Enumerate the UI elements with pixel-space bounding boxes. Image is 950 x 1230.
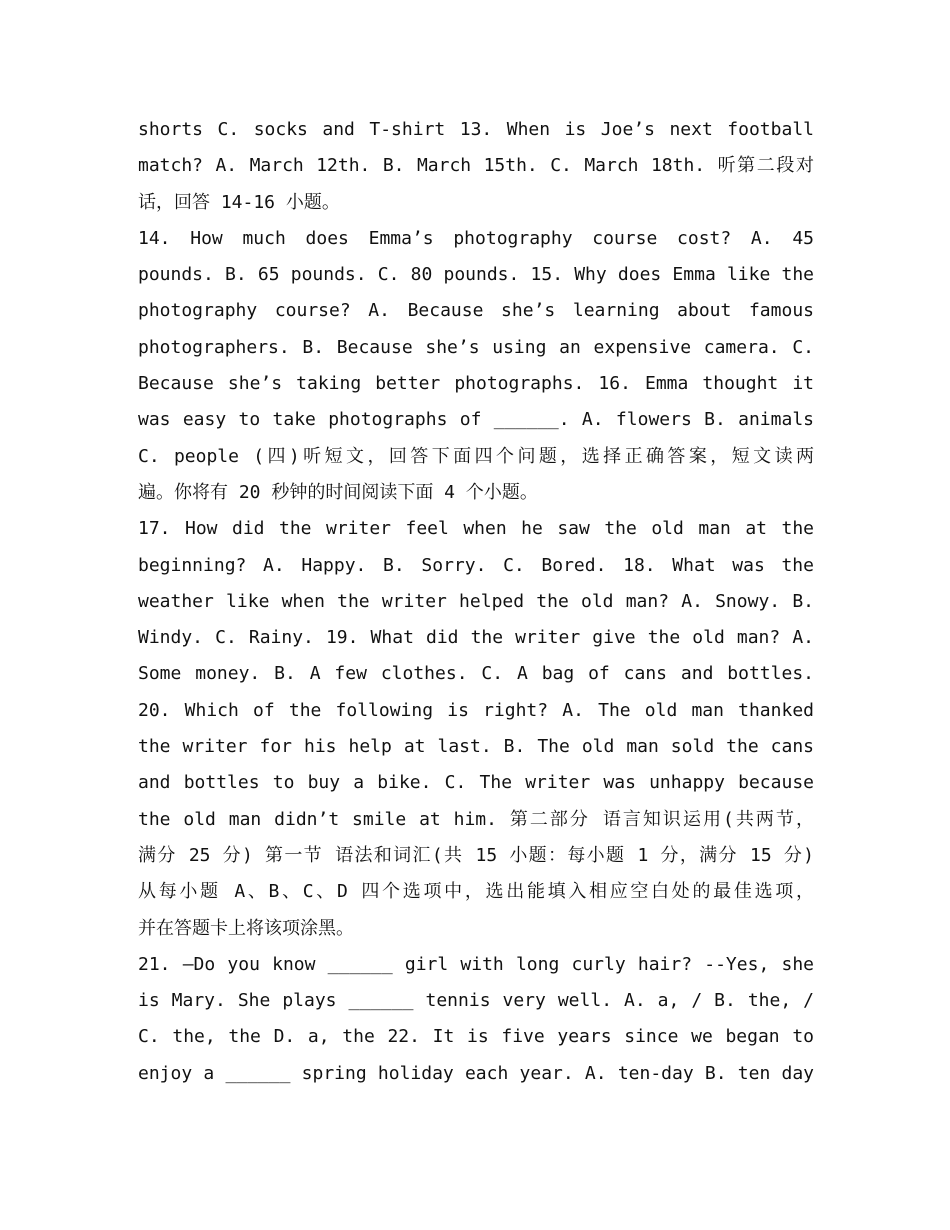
- text-line: beginning? A. Happy. B. Sorry. C. Bored. 18. What was the: [138, 554, 814, 576]
- text-line: 话，回答 14-16 小题。: [138, 191, 340, 213]
- text-line: 并在答题卡上将该项涂黑。: [138, 917, 354, 939]
- text-line: is Mary. She plays ______ tennis very well. A. a, / B. the, /: [138, 990, 814, 1012]
- text-line: photographers. B. Because she’s using an expensive camera. C.: [138, 336, 814, 358]
- text-line: Some money. B. A few clothes. C. A bag of cans and bottles.: [138, 663, 814, 685]
- text-line: was easy to take photographs of ______. A. flowers B. animals: [138, 409, 814, 431]
- text-line: the old man didn’t smile at him. 第二部分 语言知识运用(共两节，: [138, 808, 814, 830]
- text-line: C. the, the D. a, the 22. It is five years since we began to: [138, 1026, 814, 1048]
- text-line: photography course? A. Because she’s learning about famous: [138, 300, 814, 322]
- text-line: 20. Which of the following is right? A. The old man thanked: [138, 699, 814, 721]
- text-line: 21. –Do you know ______ girl with long curly hair? --Yes, she: [138, 953, 814, 975]
- text-line: weather like when the writer helped the old man? A. Snowy. B.: [138, 590, 814, 612]
- text-line: enjoy a ______ spring holiday each year. A. ten-day B. ten day: [138, 1062, 814, 1084]
- text-line: 遍。你将有 20 秒钟的时间阅读下面 4 个小题。: [138, 481, 538, 503]
- text-line: 满分 25 分) 第一节 语法和词汇(共 15 小题：每小题 1 分，满分 15 分): [138, 844, 814, 866]
- text-line: 17. How did the writer feel when he saw the old man at the: [138, 518, 814, 540]
- text-line: match? A. March 12th. B. March 15th. C. March 18th. 听第二段对: [138, 155, 814, 177]
- text-line: pounds. B. 65 pounds. C. 80 pounds. 15. Why does Emma like the: [138, 264, 814, 286]
- text-line: the writer for his help at last. B. The old man sold the cans: [138, 736, 814, 758]
- text-line: C. people (四)听短文，回答下面四个问题，选择正确答案，短文读两: [138, 445, 814, 467]
- text-line: shorts C. socks and T-shirt 13. When is Joe’s next football: [138, 119, 814, 140]
- text-line: and bottles to buy a bike. C. The writer was unhappy because: [138, 772, 814, 794]
- text-line: Windy. C. Rainy. 19. What did the writer give the old man? A.: [138, 627, 814, 649]
- document-body: [138, 112, 814, 1092]
- text-line: Because she’s taking better photographs. 16. Emma thought it: [138, 373, 814, 395]
- text-line: 14. How much does Emma’s photography course cost? A. 45: [138, 227, 814, 249]
- text-line: 从每小题 A、B、C、D 四个选项中，选出能填入相应空白处的最佳选项，: [138, 881, 814, 903]
